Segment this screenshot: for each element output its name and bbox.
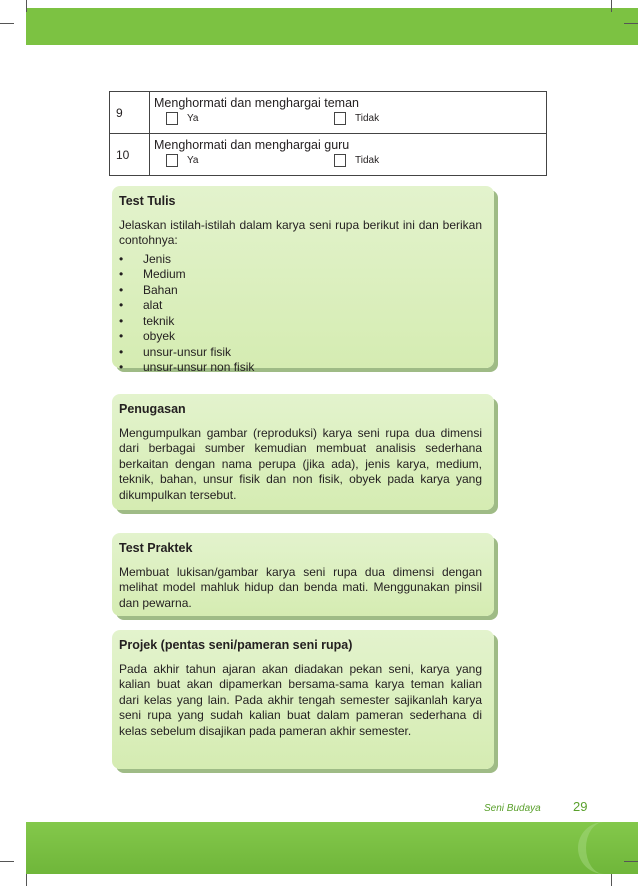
statement-cell [150,134,547,176]
option-no[interactable] [334,154,379,167]
crop-mark [611,0,612,12]
option-label: Ya [187,113,199,124]
card-title: Projek (pentas seni/pameran seni rupa) [119,638,353,652]
crop-mark [624,861,638,862]
checkbox[interactable] [334,112,346,125]
card-body: Pada akhir tahun ajaran akan diadakan pekan seni, karya yang kalian buat akan dipamerkan bersama-sama karya teman kalian dari kelas yang lain. Pada akhir tengah semester sajikanlah karya seni rupa yang sudah kalian buat dalam pameran sederhana di kelas sebelum disajikan pada pameran akhir semester. [119,661,482,738]
card-title: Test Tulis [119,194,176,208]
crop-mark [0,861,14,862]
list-item: • obyek [119,329,176,343]
list-item: • Medium [119,267,186,281]
checkbox[interactable] [334,154,346,167]
table-row [110,92,547,134]
row-number: 9 [110,92,150,134]
card-intro: Jelaskan istilah-istilah dalam karya seni rupa berikut ini dan berikan contohnya: [119,217,482,247]
header-green-band [26,8,638,45]
penugasan-card [112,394,494,510]
option-no[interactable] [334,112,379,125]
checkbox[interactable] [166,112,178,125]
term-list [119,252,482,376]
test-praktek-card [112,533,494,616]
projek-card [112,630,494,769]
list-item: • teknik [119,313,175,328]
book-title: Seni Budaya [484,803,541,814]
statement-text: Menghormati dan menghargai guru [154,138,350,152]
option-label: Ya [187,155,199,166]
crop-mark [611,874,612,886]
card-body: Membuat lukisan/gambar karya seni rupa dua dimensi dengan melihat model mahluk hidup dan benda mati. Menggunakan pinsil dan pewarna. [119,564,482,610]
page-number: 29 [573,799,588,814]
card-title: Test Praktek [119,541,193,555]
footer-swirl-decoration [578,822,638,874]
option-label: Tidak [355,113,380,124]
crop-mark [26,874,27,886]
statement-text: Menghormati dan menghargai teman [154,96,359,110]
option-label: Tidak [355,155,380,166]
list-item: • unsur-unsur non fisik [119,360,255,374]
table-row [110,134,547,176]
test-tulis-card [112,186,494,374]
list-item: • Bahan [119,282,178,297]
option-yes[interactable] [166,112,199,125]
option-yes[interactable] [166,154,199,167]
attitude-survey-table [109,91,547,176]
crop-mark [624,23,638,24]
crop-mark [26,0,27,12]
checkbox[interactable] [166,154,178,167]
list-item: • Jenis [119,251,172,266]
row-number: 10 [110,134,150,176]
list-item: • alat [119,298,163,312]
crop-mark [0,23,14,24]
card-body: Mengumpulkan gambar (reproduksi) karya seni rupa dua dimensi dari berbagai sumber kemudian membuat analisis sederhana berkaitan dengan nama perupa (jika ada), jenis karya, medium, teknik, bahan, unsur fisik dan non fisik, obyek pada karya yang dikumpulkan tersebut. [119,425,482,502]
list-item: • unsur-unsur fisik [119,344,232,359]
statement-cell [150,92,547,134]
footer-green-band [26,822,638,874]
card-title: Penugasan [119,402,186,416]
